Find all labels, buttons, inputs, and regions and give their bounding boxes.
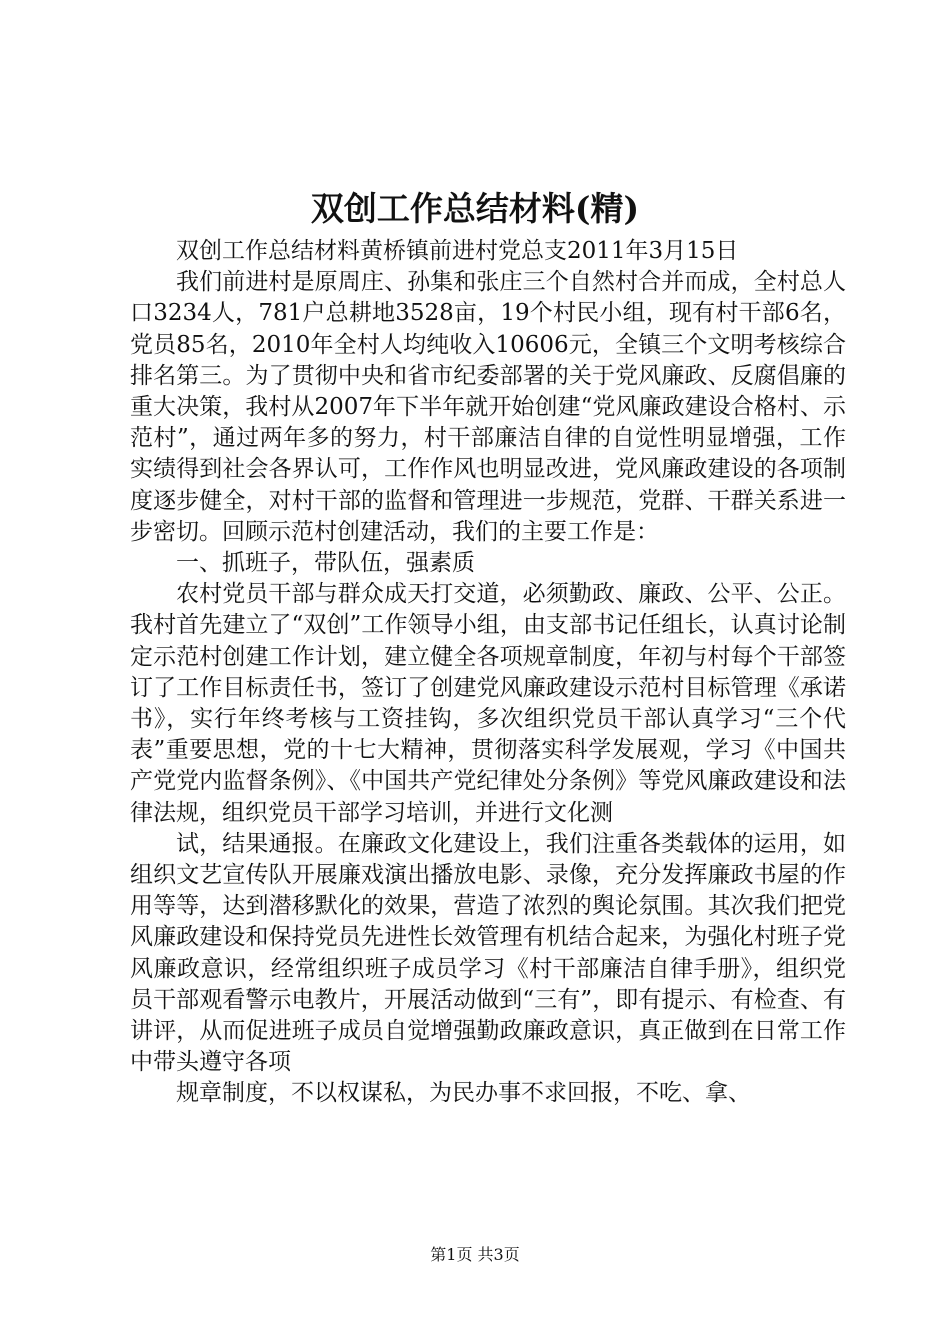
paragraph-intro: 我们前进村是原周庄、孙集和张庄三个自然村合并而成，全村总人口3234人，781户总耕地3528亩，19个村民小组，现有村干部6名，党员85名，2010年全村人均纯收入10606元，全镇三个文明考核综合排名第三。为了贯彻中央和省市纪委部署的关于党风廉政、反腐倡廉的重大决策，我村从2007年下半年就开始创建“党风廉政建设合格村、示范村”，通过两年多的努力，村干部廉洁自律的自觉性明显增强，工作实绩得到社会各界认可，工作作风也明显改进，党风廉政建设的各项制度逐步健全，对村干部的监督和管理进一步规范，党群、干群关系进一步密切。回顾示范村创建活动，我们的主要工作是： [130,269,846,545]
paragraph-section-1-continued: 试，结果通报。在廉政文化建设上，我们注重各类载体的运用，如组织文艺宣传队开展廉戏演出播放电影、录像，充分发挥廉政书屋的作用等等，达到潜移默化的效果，营造了浓烈的舆论氛围。其次我们把党风廉政建设和保持党员先进性长效管理有机结合起来，为强化村班子党风廉政意识，经常组织班子成员学习《村干部廉洁自律手册》，组织党员干部观看警示电教片，开展活动做到“三有”，即有提示、有检查、有讲评，从而促进班子成员自觉增强勤政廉政意识，真正做到在日常工作中带头遵守各项 [130,830,846,1076]
document-body [130,236,846,1110]
paragraph-section-1: 农村党员干部与群众成天打交道，必须勤政、廉政、公平、公正。我村首先建立了“双创”工作领导小组，由支部书记任组长，认真讨论制定示范村创建工作计划，建立健全各项规章制度，年初与村每个干部签订了工作目标责任书，签订了创建党风廉政建设示范村目标管理《承诺书》，实行年终考核与工资挂钩，多次组织党员干部认真学习“三个代表”重要思想，党的十七大精神，贯彻落实科学发展观，学习《中国共产党党内监督条例》、《中国共产党纪律处分条例》等党风廉政建设和法律法规，组织党员干部学习培训，并进行文化测 [130,581,846,826]
document-title: 双创工作总结材料(精) [310,189,640,228]
paragraph-section-1-tail: 规章制度，不以权谋私，为民办事不求回报，不吃、拿、 [176,1080,751,1107]
section-heading-1: 一、抓班子，带队伍，强素质 [176,550,475,577]
paragraph-header-line: 双创工作总结材料黄桥镇前进村党总支2011年3月15日 [176,238,739,264]
page-footer: 第1页 共3页 [430,1245,520,1264]
